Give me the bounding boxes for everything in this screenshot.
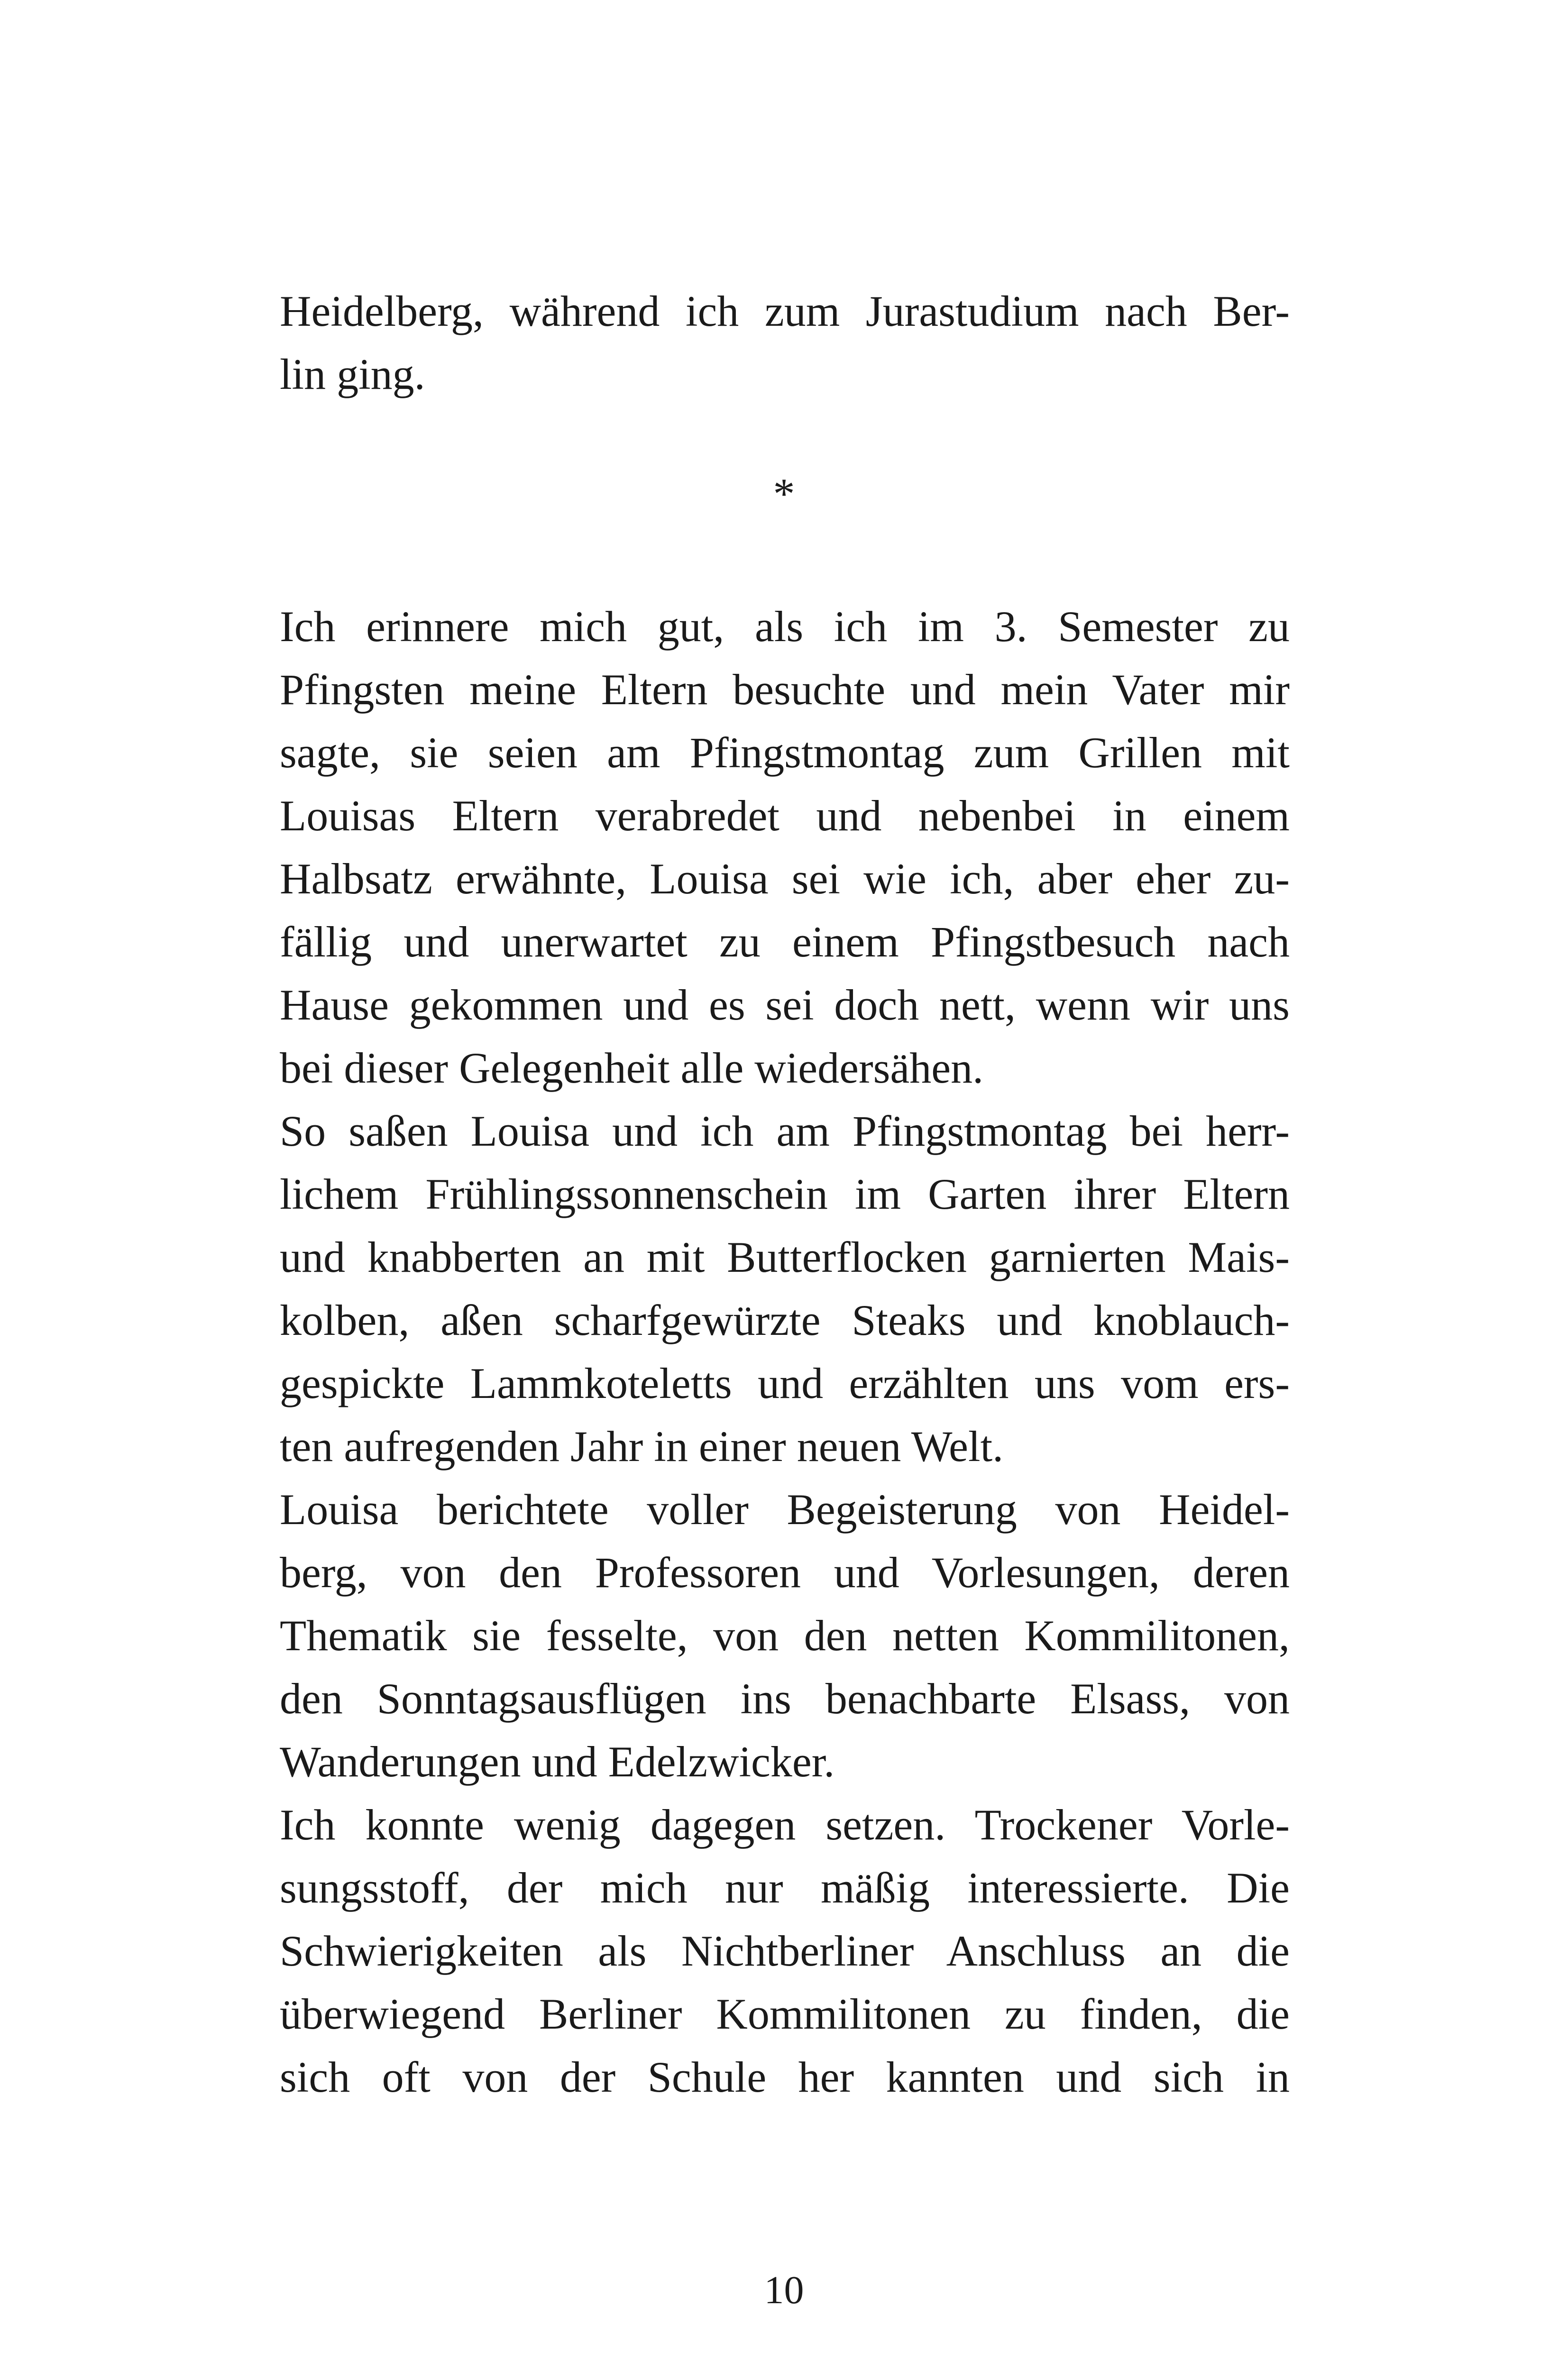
text-line: So saßen Louisa und ich am Pfingstmontag bei herr-: [280, 1107, 1290, 1155]
text-line: sich oft von der Schule her kannten und sich in: [280, 2053, 1290, 2101]
top-paragraph: [280, 280, 1290, 406]
text-line: Louisas Eltern verabredet und nebenbei in einem: [280, 791, 1290, 840]
text-line: überwiegend Berliner Kommilitonen zu finden, die: [280, 1990, 1290, 2038]
text-line: Ich konnte wenig dagegen setzen. Trockener Vorle-: [280, 1801, 1290, 1849]
text-line: Halbsatz erwähnte, Louisa sei wie ich, aber eher zu-: [280, 855, 1290, 903]
section-separator: *: [773, 469, 795, 518]
main-text: [280, 595, 1290, 2109]
text-line: Wanderungen und Edelzwicker.: [280, 1737, 835, 1786]
page-number: 10: [764, 2268, 804, 2312]
text-line: lichem Frühlingssonnenschein im Garten ihrer Eltern: [280, 1170, 1290, 1218]
text-line: Schwierigkeiten als Nichtberliner Anschluss an die: [280, 1927, 1290, 1975]
text-line: berg, von den Professoren und Vorlesungen, deren: [280, 1548, 1290, 1597]
text-line: Heidelberg, während ich zum Jurastudium nach Ber-: [280, 287, 1290, 335]
text-line: sagte, sie seien am Pfingstmontag zum Grillen mit: [280, 728, 1290, 777]
text-line: Thematik sie fesselte, von den netten Kommilitonen,: [280, 1611, 1290, 1660]
text-line: bei dieser Gelegenheit alle wiedersähen.: [280, 1044, 984, 1092]
text-line: Hause gekommen und es sei doch nett, wenn wir uns: [280, 981, 1290, 1029]
text-line: sungsstoff, der mich nur mäßig interessierte. Die: [280, 1864, 1290, 1912]
text-line: ten aufregenden Jahr in einer neuen Welt.: [280, 1422, 1004, 1470]
text-line: Louisa berichtete voller Begeisterung von Heidel-: [280, 1485, 1290, 1534]
text-line: kolben, aßen scharfgewürzte Steaks und knoblauch-: [280, 1296, 1290, 1344]
text-line: den Sonntagsausflügen ins benachbarte Elsass, von: [280, 1674, 1290, 1723]
text-line: gespickte Lammkoteletts und erzählten uns vom ers-: [280, 1359, 1290, 1407]
text-line: Pfingsten meine Eltern besuchte und mein Vater mir: [280, 665, 1290, 714]
text-line: lin ging.: [280, 350, 425, 398]
text-line: und knabberten an mit Butterflocken garnierten Mais-: [280, 1233, 1290, 1281]
text-line: fällig und unerwartet zu einem Pfingstbesuch nach: [280, 918, 1290, 966]
text-line: Ich erinnere mich gut, als ich im 3. Semester zu: [280, 602, 1290, 651]
